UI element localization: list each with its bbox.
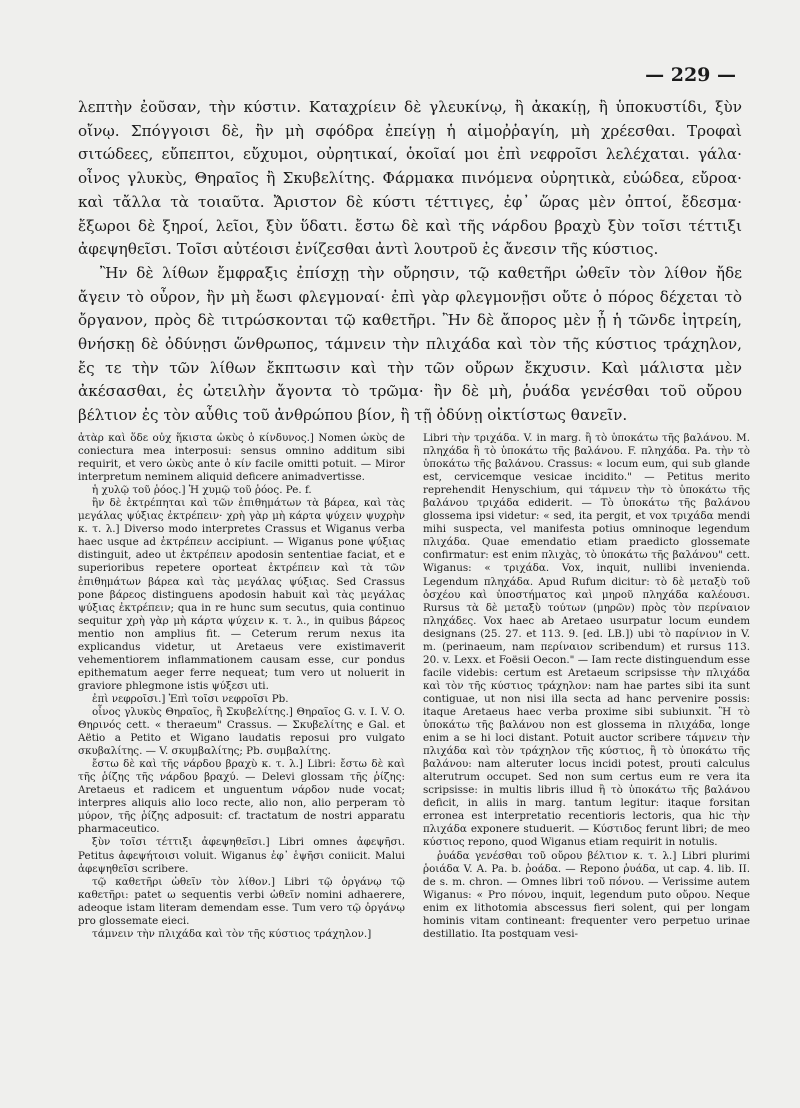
note-paragraph: ῥυάδα γενέσθαι τοῦ οὔρου βέλτιον κ. τ. λ.] Libri plurimi ῥοιάδα V. A. Pa. b. ῥοάδα. — Repono ῥυάδα, ut cap. 4. lib. II. de s. m. chron. — Omnes libri τοῦ πόνου. — Verissime autem Wiganus: « Pro πόνου, inquit, legendum puto οὔρου. Neque enim ex lithotomia abscessus fieri solent, qui per longam hominis vitam contineant: frequenter vero perpetuo urinae destillatio. Ita postquam vesi- <box>423 849 750 940</box>
note-paragraph: ἢν δὲ ἐκτρέπηται καὶ τῶν ἐπιθημάτων τὰ βάρεα, καὶ τὰς μεγάλας ψύξιας ἐκτρέπειν· χρὴ γὰρ μὴ κάρτα ψύχειν ψυχρὴν κ. τ. λ.] Diverso modo interpretes Crassus et Wiganus verba haec usque ad ἐκτρέπειν accipiunt. — Wiganus pone ψύξιας distinguit, adeo ut ἐκτρέπειν apodosin sententiae faciat, et e superioribus repetere oporteat ἐκτρέπειν καὶ τὰ τῶν ἐπιθημάτων βάρεα καὶ τὰς μεγάλας ψύξιας. Sed Crassus pone βάρεος distinguens apodosin habuit καὶ τὰς μεγάλας ψύξιας ἐκτρέπειν; qua in re hunc sum secutus, quia continuo sequitur χρὴ γὰρ μὴ κάρτα ψύχειν κ. τ. λ., in quibus βάρεος mentio non amplius fit. — Ceterum rerum nexus ita explicandus videtur, ut Aretaeus vere existimaverit vehementiorem inflammationem causam esse, cur pondus epithematum aeger ferre nequeat; tum vero ut noluerit in graviore phlegmone istis ψύξεσι uti. <box>78 497 405 692</box>
page-number: — 229 — <box>645 64 736 86</box>
note-paragraph: Libri τὴν τριχάδα. V. in marg. ἢ τὸ ὑποκάτω τῆς βαλάνου. M. πληχάδα ἢ τὸ ὑποκάτω τῆς βαλάνου. F. πληχάδα. Pa. τὴν τὸ ὑποκάτω τῆς βαλάνου. Crassus: « locum eum, qui sub glande est, cervicemque vesicae incidito." — Petitus merito reprehendit Henyschium, qui τάμνειν τὴν τὸ ὑποκάτω τῆς βαλάνου τριχάδα ediderit. — Τὸ ὑποκάτω τῆς βαλάνου glossema ipsi videtur: « sed, ita pergit, et vox τριχάδα mendi mihi suspecta, vel manifesta potius omninoque legendum πλιχάδα. Quae emendatio etiam praedicto glossemate confirmatur: est enim πλιχὰς, τὸ ὑποκάτω τῆς βαλάνου" cett. Wiganus: « τριχάδα. Vox, inquit, nullibi invenienda. Legendum πληχάδα. Apud Rufum dicitur: τὸ δὲ μεταξὺ τοῦ ὀσχέου καὶ ὑποστήματος καὶ μηροῦ πληχάδα καλέουσι. Rursus τὰ δὲ μεταξὺ τούτων (μηρῶν) πρὸς τὸν περίναιον πληχάδες. Vox haec ab Aretaeo usurpatur locum eundem designans (25. 27. et 113. 9. [ed. LB.]) ubi τὸ παρίνιον in V. m. (perinaeum, nam περίναιον scribendum) et rursus 113. 20. v. Lexx. et Foësii Oecon." — Iam recte distinguendum esse facile videbis: certum est Aretaeum scripsisse τὴν πλιχάδα καὶ τὸν τῆς κύστιος τράχηλον: nam hae partes sibi ita sunt contiguae, ut non nisi illa secta ad hanc pervenire possis: itaque Aretaeus haec verba proxime sibi subiunxit. Ἢ τὸ ὑποκάτω τῆς βαλάνου non est glossema in πλιχάδα, longe enim a se hi loci distant. Potuit auctor scribere τάμνειν τὴν πλιχάδα καὶ τὸν τράχηλον τῆς κύστιος, ἢ τὸ ὑποκάτω τῆς βαλάνου: nam alteruter locus incidi potest, prouti calculus alterutrum occupet. Sed non sum certus eum re vera ita scripsisse: in multis libris illud ἢ τὸ ὑποκάτω τῆς βαλάνου deficit, in aliis in marg. tantum legitur: itaque forsitan erronea est interpretatio recentioris lectoris, qua hic τὴν πλιχάδα exponere studuerit. — Κύστιδος ferunt libri; de meo κύστιος repono, quod Wiganus etiam requirit in notulis. <box>423 432 750 849</box>
note-paragraph: οἶνος γλυκὺς Θηραῖος, ἢ Σκυβελίτης.] Θηραῖος G. v. I. V. O. Θηρινός cett. « theraeum" Crassus. — Σκυβελίτης e Gal. et Aëtio a Petito et Wigano laudatis reposui pro vulgato σκυβαλίτης. — V. σκυμβαλίτης; Pb. συμβαλίτης. <box>78 705 405 758</box>
note-paragraph: ξὺν τοῖσι τέττιξι ἀφεψηθεῖσι.] Libri omnes ἀφεψῆσι. Petitus ἀφεψήτοισι voluit. Wiganus ἐφ᾽ ἑψῆσι coniicit. Malui ἀφεψηθεῖσι scribere. <box>78 836 405 875</box>
main-paragraph: Ἢν δὲ λίθων ἔμφραξις ἐπίσχῃ τὴν οὔρησιν, τῷ καθετῆρι ὠθεῖν τὸν λίθον ἤδε ἄγειν τὸ οὖρον, ἢν μὴ ἔωσι φλεγμοναί· ἐπὶ γὰρ φλεγμονῇσι οὔτε ὁ πόρος δέχεται τὸ ὄργανον, πρὸς δὲ τιτρώσκονται τῷ καθετῆρι. Ἢν δὲ ἄπορος μὲν ᾖ ἡ τῶνδε ἰητρείη, θνήσκῃ δὲ ὀδύνῃσι ὥνθρωπος, τάμνειν τὴν πλιχάδα καὶ τὸν τῆς κύστιος τράχηλον, ἔς τε τὴν τῶν λίθων ἔκπτωσιν καὶ τὴν τῶν οὔρων ἔκχυσιν. Καὶ μάλιστα μὲν ἀκέσασθαι, ἐς ὠτειλὴν ἄγοντα τὸ τρῶμα· ἢν δὲ μὴ, ῥυάδα γενέσθαι τοῦ οὔρου βέλτιον ἐς τὸν αὖθις τοῦ ἀνθρώπου βίον, ἢ τῇ ὀδύνῃ οἰκτίστως θανεῖν. <box>78 263 742 425</box>
critical-notes <box>78 432 750 941</box>
note-paragraph: ἀτὰρ καὶ ὅδε οὐχ ἥκιστα ὠκὺς ὁ κίνδυνος.] Nomen ὠκὺς de coniectura mea interposui: sensus omnino additum sibi requirit, et vero ὠκὺς ante ὁ κίν facile omitti potuit. — Miror interpretum neminem aliquid deficere animadvertisse. <box>78 432 405 484</box>
main-greek-text <box>78 96 742 428</box>
notes-left-column <box>78 432 405 941</box>
main-paragraph: λεπτὴν ἐοῦσαν, τὴν κύστιν. Καταχρίειν δὲ γλευκίνῳ, ἢ ἀκακίῃ, ἢ ὑποκυστίδι, ξὺν οἴνῳ. Σπόγγοισι δὲ, ἢν μὴ σφόδρα ἐπείγῃ ἡ αἱμοῤῥαγίη, μὴ χρέεσθαι. Τροφαὶ σιτώδεες, εὔπεπτοι, εὔχυμοι, οὐρητικαί, ὁκοῖαί μοι ἐπὶ νεφροῖσι λελέχαται. γάλα· οἶνος γλυκὺς, Θηραῖος ἢ Σκυβελίτης. Φάρμακα πινόμενα οὐρητικὰ, εὐώδεα, εὔροα· καὶ τἄλλα τὰ τοιαῦτα. Ἄριστον δὲ κύστι τέττιγες, ἐφ᾽ ὥρας μὲν ὀπτοί, ἔδεσμα· ἔξωροι δὲ ξηροί, λεῖοι, ξὺν ὕδατι. ἔστω δὲ καὶ τῆς νάρδου βραχὺ ξὺν τοῖσι τέττιξι ἀφεψηθεῖσι. Τοῖσι αὐτέοισι ἐνίζεσθαι ἀντὶ λουτροῦ ἐς ἄνεσιν τῆς κύστιος. <box>78 98 742 259</box>
note-paragraph: τῷ καθετῆρι ὠθεῖν τὸν λίθον.] Libri τῷ ὀργάνῳ τῷ καθετῆρι: patet ω sequentis verbi ὠθεῖν nomini adhaerere, adeoque istam literam demendam esse. Tum vero τῷ ὀργάνῳ pro glossemate eieci. <box>78 875 405 927</box>
note-paragraph: ἡ χυλῷ τοῦ ῥόος.] Ἡ χυμῷ τοῦ ῥόος. Pe. f. <box>92 484 312 497</box>
notes-right-column <box>423 432 750 941</box>
note-paragraph: ἔστω δὲ καὶ τῆς νάρδου βραχὺ κ. τ. λ.] Libri: ἔστω δὲ καὶ τῆς ῥίζης τῆς νάρδου βραχύ. — Delevi glossam τῆς ῥίζης: Aretaeus et radicem et unguentum νάρδον nude vocat; interpres aliquis alio loco recte, alio non, alio perperam τὸ μύρον, τῆς ῥίζης adposuit: cf. tractatum de nostri apparatu pharmaceutico. <box>78 758 405 836</box>
note-paragraph: ἐπὶ νεφροῖσι.] Ἐπὶ τοῖσι νεφροῖσι Pb. <box>92 692 289 705</box>
note-paragraph: τάμνειν τὴν πλιχάδα καὶ τὸν τῆς κύστιος τράχηλον.] <box>92 927 372 940</box>
